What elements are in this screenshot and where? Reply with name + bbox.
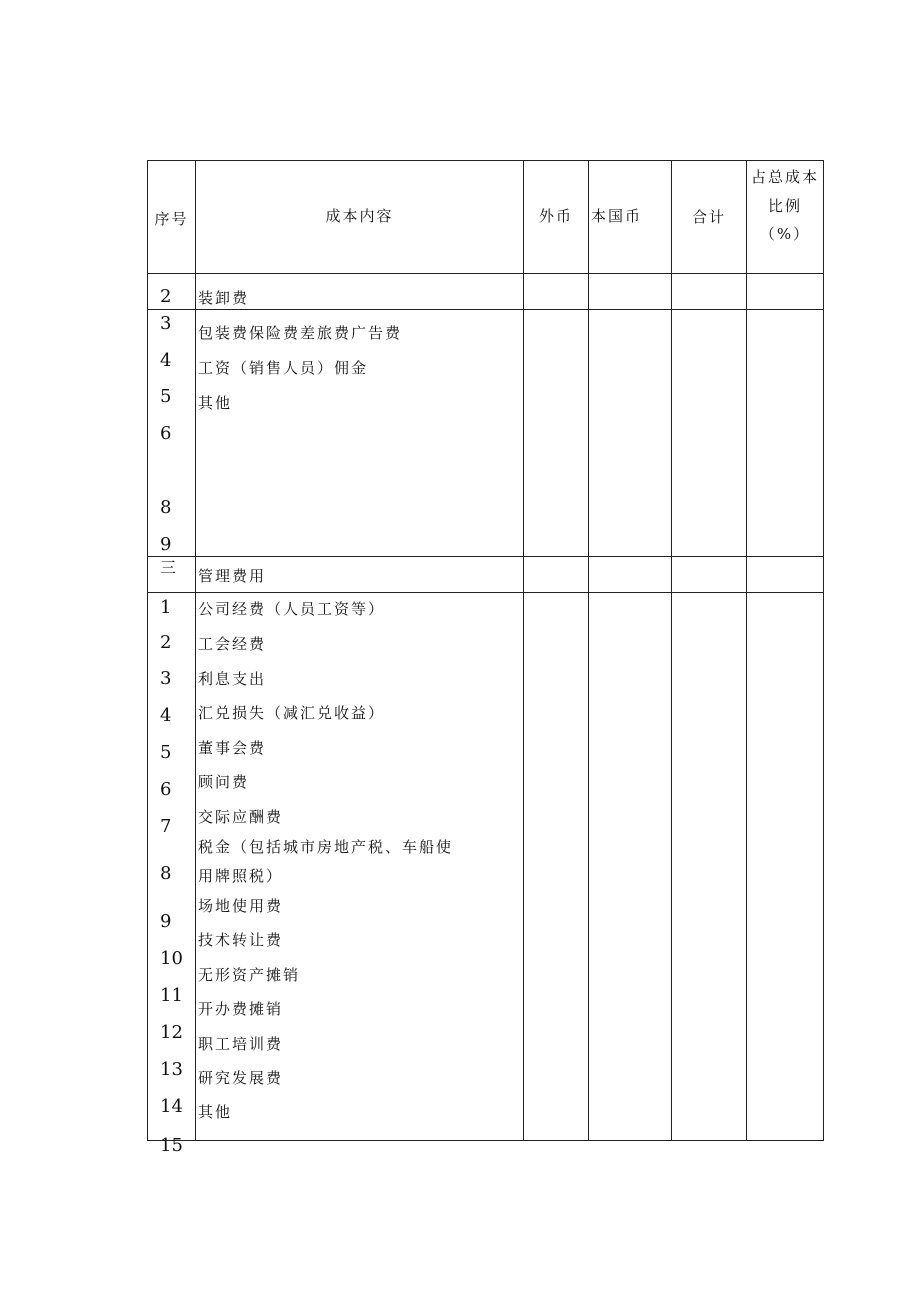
clipped-row-number — [148, 1135, 194, 1156]
header-ratio-line2: 比例 — [767, 197, 802, 215]
row-number: 9 — [160, 911, 172, 932]
column-divider — [588, 160, 589, 1141]
row-label: 董事会费 — [198, 739, 267, 757]
row-number: 2 — [160, 286, 172, 307]
row-divider — [147, 592, 823, 593]
row-label: 开办费摊销 — [198, 1000, 284, 1018]
table-border-top — [147, 160, 823, 161]
row-label: 税金（包括城市房地产税、车船使 — [198, 838, 454, 856]
row-number: 5 — [160, 742, 172, 763]
header-seq: 序号 — [154, 210, 189, 228]
column-divider — [523, 160, 524, 1141]
column-divider — [746, 160, 747, 1141]
row-label: 交际应酬费 — [198, 808, 284, 826]
section-label: 管理费用 — [198, 567, 267, 585]
row-label: 工会经费 — [198, 635, 267, 653]
row-number: 10 — [160, 948, 183, 969]
header-total: 合计 — [691, 208, 726, 226]
row-number: 2 — [160, 632, 172, 653]
section-number: 三 — [160, 558, 177, 577]
row-label: 顾问费 — [198, 773, 250, 791]
row-divider — [147, 556, 823, 557]
row-number: 3 — [160, 313, 172, 334]
header-ratio-line3: （%） — [759, 225, 811, 243]
row-label: 职工培训费 — [198, 1035, 284, 1053]
row-label-continued: 用牌照税） — [198, 867, 284, 885]
row-number: 4 — [160, 350, 172, 371]
row-label: 装卸费 — [198, 289, 250, 307]
row-number: 15 — [160, 1135, 183, 1156]
row-number: 8 — [160, 863, 172, 884]
row-number: 5 — [160, 386, 172, 407]
row-label: 包装费保险费差旅费广告费 — [198, 324, 403, 342]
row-label: 场地使用费 — [198, 897, 284, 915]
row-label: 其他 — [198, 394, 233, 412]
row-number: 9 — [160, 534, 172, 555]
row-label: 技术转让费 — [198, 931, 284, 949]
row-number: 6 — [160, 779, 172, 800]
row-number: 6 — [160, 423, 172, 444]
row-number: 13 — [160, 1059, 183, 1080]
row-divider — [147, 273, 823, 274]
row-label: 研究发展费 — [198, 1069, 284, 1087]
row-label: 公司经费（人员工资等） — [198, 600, 386, 618]
row-number: 8 — [160, 497, 172, 518]
header-local-currency: 本国币 — [591, 207, 643, 225]
row-number: 4 — [160, 705, 172, 726]
row-label: 汇兑损失（减汇兑收益） — [198, 704, 386, 722]
header-content: 成本内容 — [325, 207, 394, 225]
row-divider — [147, 309, 823, 310]
table-border-right — [823, 160, 824, 1141]
row-label: 工资（销售人员）佣金 — [198, 359, 369, 377]
table-border-bottom — [147, 1140, 823, 1141]
row-number: 12 — [160, 1022, 183, 1043]
row-number: 3 — [160, 668, 172, 689]
row-label: 无形资产摊销 — [198, 966, 301, 984]
column-divider — [671, 160, 672, 1141]
row-label: 其他 — [198, 1103, 233, 1121]
table-border-left — [147, 160, 148, 1141]
row-label: 利息支出 — [198, 670, 267, 688]
column-divider — [195, 160, 196, 1141]
header-ratio-line1: 占总成本 — [750, 168, 819, 186]
row-number: 1 — [160, 597, 172, 618]
row-number: 11 — [160, 985, 183, 1006]
row-number: 14 — [160, 1096, 183, 1117]
row-number: 7 — [160, 816, 172, 837]
header-foreign-currency: 外币 — [538, 207, 573, 225]
